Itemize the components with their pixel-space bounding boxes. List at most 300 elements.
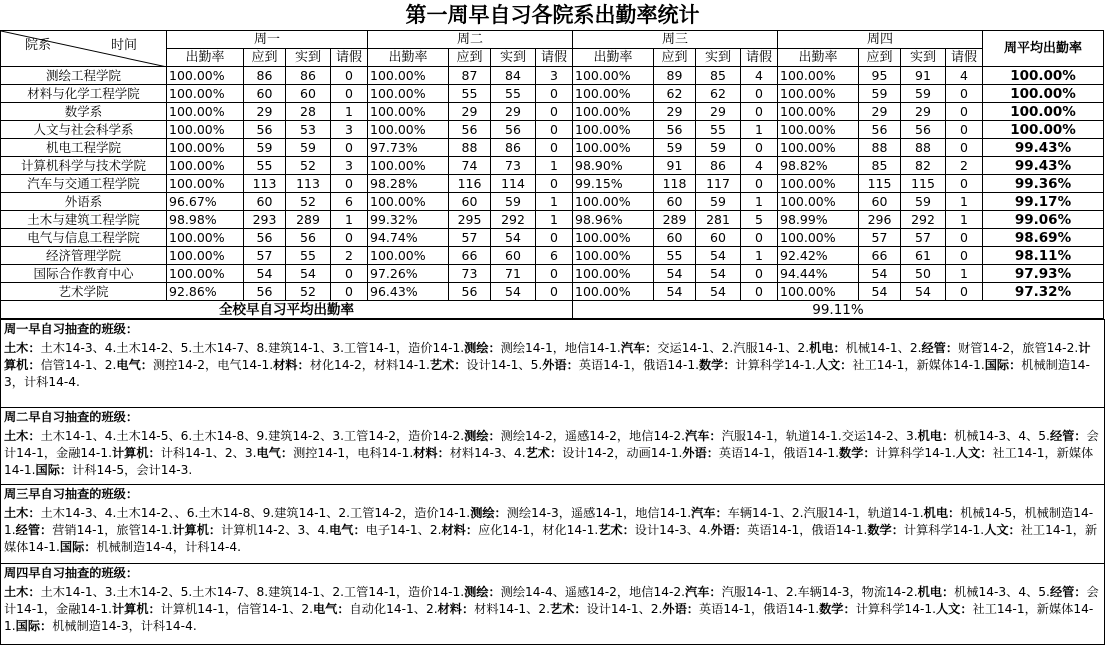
col-header: 出勤率 xyxy=(368,49,449,67)
attendance-rate-cell: 100.00% xyxy=(167,229,244,247)
attendance-rate-cell: 99.32% xyxy=(368,211,449,229)
expected-cell: 57 xyxy=(449,229,491,247)
leave-cell: 0 xyxy=(331,265,368,283)
table-row xyxy=(1,175,1104,193)
dept-tag: 人文： xyxy=(935,602,973,616)
notes-section-body xyxy=(4,338,1101,391)
present-cell: 86 xyxy=(491,139,536,157)
class-list: 设计14-1、5. xyxy=(466,358,543,372)
present-cell: 82 xyxy=(901,157,946,175)
expected-cell: 29 xyxy=(449,103,491,121)
expected-cell: 54 xyxy=(654,265,696,283)
class-list: 测控14-2，电气14-1. xyxy=(152,358,274,372)
leave-cell: 0 xyxy=(536,121,573,139)
attendance-rate-cell: 94.44% xyxy=(778,265,859,283)
leave-cell: 5 xyxy=(741,211,778,229)
leave-cell: 0 xyxy=(536,85,573,103)
leave-cell: 0 xyxy=(741,103,778,121)
present-cell: 55 xyxy=(491,85,536,103)
leave-cell: 0 xyxy=(946,283,983,301)
attendance-rate-cell: 100.00% xyxy=(573,247,654,265)
dept-tag: 数学： xyxy=(867,523,904,537)
expected-cell: 54 xyxy=(859,283,901,301)
notes-section-title: 周一早自习抽查的班级： xyxy=(4,322,139,336)
attendance-rate-cell: 100.00% xyxy=(778,139,859,157)
dept-tag: 测绘： xyxy=(470,506,507,520)
leave-cell: 1 xyxy=(741,193,778,211)
leave-cell: 0 xyxy=(331,283,368,301)
attendance-rate-cell: 100.00% xyxy=(167,265,244,283)
class-list: 土木14-3、4.土木14-2、5.土木14-7、8.建筑14-1、3.工管14-1，造价14-1. xyxy=(40,341,465,355)
dept-tag: 外语： xyxy=(542,358,579,372)
leave-cell: 3 xyxy=(331,121,368,139)
present-cell: 52 xyxy=(286,283,331,301)
class-list: 英语14-1，俄语14-1. xyxy=(698,602,820,616)
table-row xyxy=(1,85,1104,103)
present-cell: 62 xyxy=(696,85,741,103)
attendance-rate-cell: 100.00% xyxy=(368,247,449,265)
attendance-rate-cell: 100.00% xyxy=(778,229,859,247)
weekly-average-cell: 99.36% xyxy=(983,175,1104,193)
col-header: 应到 xyxy=(859,49,901,67)
attendance-rate-cell: 92.86% xyxy=(167,283,244,301)
class-list: 汽服14-1、2.车辆14-3，物流14-2. xyxy=(721,585,918,599)
attendance-rate-cell: 98.90% xyxy=(573,157,654,175)
dept-tag: 电气： xyxy=(256,446,294,460)
class-list: 汽服14-1，轨道14-1.交运14-2、3. xyxy=(721,429,918,443)
notes-section-body xyxy=(4,426,1101,479)
expected-cell: 66 xyxy=(449,247,491,265)
weekly-average-cell: 97.93% xyxy=(983,265,1104,283)
expected-cell: 88 xyxy=(449,139,491,157)
expected-cell: 59 xyxy=(859,85,901,103)
class-list: 应化14-1，材化14-1. xyxy=(478,523,599,537)
leave-cell: 1 xyxy=(946,193,983,211)
class-list: 测绘14-2，遥感14-2，地信14-2. xyxy=(500,429,686,443)
attendance-rate-cell: 96.67% xyxy=(167,193,244,211)
present-cell: 91 xyxy=(901,67,946,85)
leave-cell: 0 xyxy=(946,85,983,103)
leave-cell: 6 xyxy=(536,247,573,265)
dept-tag: 艺术： xyxy=(525,446,563,460)
dept-tag: 土木： xyxy=(4,585,41,599)
leave-cell: 0 xyxy=(331,229,368,247)
expected-cell: 59 xyxy=(244,139,286,157)
attendance-table xyxy=(0,30,1104,319)
expected-cell: 54 xyxy=(654,283,696,301)
expected-cell: 60 xyxy=(859,193,901,211)
class-list: 机械14-1、2. xyxy=(845,341,922,355)
weekly-average-cell: 98.69% xyxy=(983,229,1104,247)
table-row xyxy=(1,283,1104,301)
class-list: 计算机14-2、3、4. xyxy=(221,523,330,537)
col-header: 请假 xyxy=(946,49,983,67)
class-list: 机械14-3、4、5. xyxy=(954,585,1050,599)
leave-cell: 0 xyxy=(536,175,573,193)
table-row xyxy=(1,229,1104,247)
dept-tag: 计算机： xyxy=(172,523,222,537)
dept-tag: 艺术： xyxy=(598,523,635,537)
attendance-rate-cell: 100.00% xyxy=(167,121,244,139)
present-cell: 59 xyxy=(491,193,536,211)
expected-cell: 29 xyxy=(244,103,286,121)
attendance-rate-cell: 100.00% xyxy=(368,121,449,139)
notes-section-body xyxy=(4,503,1101,556)
present-cell: 115 xyxy=(901,175,946,193)
class-list: 社工14-1，新媒体14-1. xyxy=(4,523,1098,554)
dept-tag: 材料： xyxy=(273,358,310,372)
col-header: 出勤率 xyxy=(167,49,244,67)
dept-tag: 外语： xyxy=(662,602,699,616)
present-cell: 29 xyxy=(696,103,741,121)
present-cell: 73 xyxy=(491,157,536,175)
class-list: 机械制造14-3，计科14-4. xyxy=(52,619,197,633)
class-list: 计算科学14-1. xyxy=(735,358,816,372)
expected-cell: 296 xyxy=(859,211,901,229)
notes-section-title: 周二早自习抽查的班级： xyxy=(4,410,139,424)
class-list: 设计14-3、4. xyxy=(634,523,711,537)
present-cell: 55 xyxy=(696,121,741,139)
attendance-rate-cell: 97.26% xyxy=(368,265,449,283)
dept-tag: 汽车： xyxy=(685,429,722,443)
leave-cell: 6 xyxy=(331,193,368,211)
dept-tag: 数学： xyxy=(839,446,876,460)
table-row xyxy=(1,121,1104,139)
leave-cell: 0 xyxy=(741,139,778,157)
present-cell: 59 xyxy=(286,139,331,157)
dept-tag: 数学： xyxy=(819,602,856,616)
dept-name-cell: 土木与建筑工程学院 xyxy=(1,211,167,229)
attendance-rate-cell: 100.00% xyxy=(778,283,859,301)
table-row xyxy=(1,103,1104,121)
attendance-rate-cell: 94.74% xyxy=(368,229,449,247)
present-cell: 54 xyxy=(901,283,946,301)
class-list: 会计14-1，金融14-1. xyxy=(4,429,1099,460)
class-list: 会计14-1，金融14-1. xyxy=(4,585,1099,616)
dept-tag: 国际： xyxy=(59,540,97,554)
expected-cell: 56 xyxy=(654,121,696,139)
dept-tag: 国际： xyxy=(35,463,73,477)
total-label: 全校早自习平均出勤率 xyxy=(1,301,573,319)
attendance-rate-cell: 92.42% xyxy=(778,247,859,265)
leave-cell: 0 xyxy=(331,175,368,193)
expected-cell: 289 xyxy=(654,211,696,229)
dept-name-cell: 数学系 xyxy=(1,103,167,121)
present-cell: 60 xyxy=(491,247,536,265)
class-list: 计科14-1、2、3. xyxy=(160,446,257,460)
attendance-rate-cell: 100.00% xyxy=(167,157,244,175)
present-cell: 52 xyxy=(286,193,331,211)
dept-tag: 电气： xyxy=(312,602,350,616)
weekly-average-cell: 98.11% xyxy=(983,247,1104,265)
table-row xyxy=(1,193,1104,211)
present-cell: 113 xyxy=(286,175,331,193)
expected-cell: 74 xyxy=(449,157,491,175)
expected-cell: 55 xyxy=(654,247,696,265)
present-cell: 29 xyxy=(901,103,946,121)
table-row xyxy=(1,265,1104,283)
attendance-rate-cell: 100.00% xyxy=(778,121,859,139)
dept-name-cell: 电气与信息工程学院 xyxy=(1,229,167,247)
dept-tag: 人文： xyxy=(815,358,853,372)
checked-classes-notes xyxy=(0,319,1105,645)
present-cell: 50 xyxy=(901,265,946,283)
attendance-rate-cell: 100.00% xyxy=(167,103,244,121)
notes-section-title: 周四早自习抽查的班级： xyxy=(4,566,139,580)
dept-tag: 经管： xyxy=(1049,585,1087,599)
dept-tag: 机电： xyxy=(923,506,961,520)
present-cell: 85 xyxy=(696,67,741,85)
present-cell: 59 xyxy=(696,139,741,157)
class-list: 营销14-1，旅管14-1. xyxy=(52,523,173,537)
attendance-rate-cell: 98.82% xyxy=(778,157,859,175)
dept-tag: 测绘： xyxy=(464,341,501,355)
expected-cell: 60 xyxy=(244,193,286,211)
dept-tag: 机电： xyxy=(917,429,955,443)
leave-cell: 4 xyxy=(741,157,778,175)
class-list: 计算科学14-1. xyxy=(855,602,936,616)
expected-cell: 95 xyxy=(859,67,901,85)
present-cell: 56 xyxy=(491,121,536,139)
class-list: 设计14-1、2. xyxy=(586,602,663,616)
leave-cell: 1 xyxy=(331,103,368,121)
dept-tag: 数学： xyxy=(698,358,736,372)
attendance-rate-cell: 100.00% xyxy=(573,121,654,139)
dept-tag: 材料： xyxy=(437,602,475,616)
dept-tag: 材料： xyxy=(413,446,450,460)
expected-cell: 91 xyxy=(654,157,696,175)
present-cell: 59 xyxy=(901,193,946,211)
leave-cell: 0 xyxy=(331,85,368,103)
class-list: 英语14-1，俄语14-1. xyxy=(718,446,840,460)
notes-section xyxy=(1,320,1104,407)
present-cell: 54 xyxy=(491,283,536,301)
expected-cell: 88 xyxy=(859,139,901,157)
attendance-rate-cell: 99.15% xyxy=(573,175,654,193)
attendance-rate-cell: 100.00% xyxy=(573,103,654,121)
present-cell: 292 xyxy=(901,211,946,229)
expected-cell: 86 xyxy=(244,67,286,85)
class-list: 土木14-1、3.土木14-2、5.土木14-7、8.建筑14-1、2.工管14-1，造价14-1. xyxy=(40,585,465,599)
leave-cell: 0 xyxy=(741,265,778,283)
attendance-rate-cell: 100.00% xyxy=(368,193,449,211)
col-header: 出勤率 xyxy=(573,49,654,67)
dept-name-cell: 国际合作教育中心 xyxy=(1,265,167,283)
expected-cell: 60 xyxy=(654,229,696,247)
class-list: 材料14-3、4. xyxy=(449,446,526,460)
dept-tag: 经管： xyxy=(921,341,959,355)
col-header: 请假 xyxy=(331,49,368,67)
table-row xyxy=(1,67,1104,85)
col-header: 实到 xyxy=(491,49,536,67)
attendance-rate-cell: 100.00% xyxy=(167,175,244,193)
dept-tag: 汽车： xyxy=(620,341,658,355)
weekly-average-cell: 99.06% xyxy=(983,211,1104,229)
class-list: 社工14-1，新媒体14-1. xyxy=(852,358,985,372)
notes-section xyxy=(1,407,1104,484)
dept-tag: 艺术： xyxy=(550,602,587,616)
leave-cell: 1 xyxy=(536,193,573,211)
class-list: 自动化14-1、2. xyxy=(349,602,438,616)
present-cell: 114 xyxy=(491,175,536,193)
class-list: 测绘14-3，遥感14-1，地信14-1. xyxy=(506,506,692,520)
expected-cell: 56 xyxy=(244,283,286,301)
dept-name-cell: 汽车与交通工程学院 xyxy=(1,175,167,193)
attendance-rate-cell: 100.00% xyxy=(778,175,859,193)
class-list: 电子14-1、2. xyxy=(365,523,442,537)
class-list: 材料14-1、2. xyxy=(474,602,550,616)
attendance-rate-cell: 100.00% xyxy=(778,85,859,103)
present-cell: 60 xyxy=(696,229,741,247)
weekly-average-cell: 99.43% xyxy=(983,139,1104,157)
attendance-rate-cell: 100.00% xyxy=(778,193,859,211)
class-list: 测绘14-4、遥感14-2，地信14-2. xyxy=(500,585,686,599)
dept-tag: 艺术： xyxy=(429,358,467,372)
col-header: 出勤率 xyxy=(778,49,859,67)
expected-cell: 85 xyxy=(859,157,901,175)
page-title: 第一周早自习各院系出勤率统计 xyxy=(405,2,700,27)
leave-cell: 1 xyxy=(946,265,983,283)
weekly-average-cell: 100.00% xyxy=(983,85,1104,103)
leave-cell: 0 xyxy=(536,103,573,121)
attendance-rate-cell: 100.00% xyxy=(778,67,859,85)
present-cell: 55 xyxy=(286,247,331,265)
class-list: 机械制造14-3，计科14-4. xyxy=(4,358,1090,389)
corner-row-label: 院系 xyxy=(25,38,52,53)
expected-cell: 62 xyxy=(654,85,696,103)
expected-cell: 56 xyxy=(244,229,286,247)
attendance-rate-cell: 100.00% xyxy=(368,157,449,175)
present-cell: 54 xyxy=(286,265,331,283)
notes-section-title: 周三早自习抽查的班级： xyxy=(4,487,139,501)
expected-cell: 56 xyxy=(449,283,491,301)
dept-name-cell: 人文与社会科学系 xyxy=(1,121,167,139)
leave-cell: 0 xyxy=(331,139,368,157)
day-header: 周四 xyxy=(778,31,983,49)
leave-cell: 2 xyxy=(331,247,368,265)
attendance-rate-cell: 98.98% xyxy=(167,211,244,229)
class-list: 英语14-1，俄语14-1. xyxy=(578,358,699,372)
present-cell: 281 xyxy=(696,211,741,229)
expected-cell: 89 xyxy=(654,67,696,85)
class-list: 设计14-2，动画14-1. xyxy=(562,446,683,460)
dept-tag: 测绘： xyxy=(464,585,501,599)
dept-tag: 国际： xyxy=(984,358,1022,372)
leave-cell: 0 xyxy=(741,175,778,193)
expected-cell: 56 xyxy=(859,121,901,139)
attendance-rate-cell: 100.00% xyxy=(167,247,244,265)
leave-cell: 4 xyxy=(946,67,983,85)
leave-cell: 4 xyxy=(741,67,778,85)
expected-cell: 116 xyxy=(449,175,491,193)
leave-cell: 1 xyxy=(946,211,983,229)
class-list: 土木14-1、4.土木14-5、6.土木14-8、9.建筑14-2、3.工管14-2，造价14-2. xyxy=(40,429,465,443)
present-cell: 52 xyxy=(286,157,331,175)
class-list: 计算科学14-1. xyxy=(903,523,985,537)
leave-cell: 3 xyxy=(331,157,368,175)
class-list: 测控14-1，电科14-1. xyxy=(293,446,414,460)
present-cell: 56 xyxy=(901,121,946,139)
col-header: 实到 xyxy=(286,49,331,67)
class-list: 车辆14-1、2.汽服14-1，轨道14-1. xyxy=(727,506,924,520)
expected-cell: 115 xyxy=(859,175,901,193)
attendance-rate-cell: 98.96% xyxy=(573,211,654,229)
class-list: 交运14-1、2.汽服14-1、2. xyxy=(657,341,810,355)
expected-cell: 60 xyxy=(244,85,286,103)
table-row xyxy=(1,247,1104,265)
notes-section-body xyxy=(4,582,1101,635)
attendance-rate-cell: 100.00% xyxy=(368,67,449,85)
dept-tag: 测绘： xyxy=(464,429,501,443)
class-list: 计算机14-1，信管14-1、2. xyxy=(160,602,313,616)
leave-cell: 0 xyxy=(946,247,983,265)
present-cell: 28 xyxy=(286,103,331,121)
col-header: 应到 xyxy=(244,49,286,67)
expected-cell: 57 xyxy=(859,229,901,247)
attendance-rate-cell: 100.00% xyxy=(573,283,654,301)
day-header: 周二 xyxy=(368,31,573,49)
class-list: 测绘14-1，地信14-1. xyxy=(500,341,621,355)
dept-tag: 土木： xyxy=(4,429,41,443)
present-cell: 54 xyxy=(696,265,741,283)
leave-cell: 1 xyxy=(741,121,778,139)
expected-cell: 66 xyxy=(859,247,901,265)
class-list: 财管14-2，旅管14-2. xyxy=(958,341,1079,355)
weekly-average-header: 周平均出勤率 xyxy=(983,31,1104,67)
col-header: 请假 xyxy=(741,49,778,67)
expected-cell: 73 xyxy=(449,265,491,283)
leave-cell: 0 xyxy=(536,229,573,247)
dept-tag: 国际： xyxy=(15,619,53,633)
expected-cell: 56 xyxy=(449,121,491,139)
dept-tag: 电气： xyxy=(116,358,153,372)
corner-header xyxy=(1,31,167,67)
leave-cell: 0 xyxy=(946,121,983,139)
col-header: 应到 xyxy=(654,49,696,67)
weekly-average-cell: 100.00% xyxy=(983,121,1104,139)
attendance-rate-cell: 100.00% xyxy=(778,103,859,121)
attendance-rate-cell: 100.00% xyxy=(573,265,654,283)
attendance-rate-cell: 100.00% xyxy=(573,193,654,211)
dept-tag: 计算机： xyxy=(4,341,1091,372)
dept-name-cell: 材料与化学工程学院 xyxy=(1,85,167,103)
leave-cell: 1 xyxy=(741,247,778,265)
class-list: 机械14-5，机械制造14-1. xyxy=(4,506,1094,537)
attendance-rate-cell: 100.00% xyxy=(167,139,244,157)
notes-section xyxy=(1,563,1104,642)
total-row xyxy=(1,301,1104,319)
present-cell: 61 xyxy=(901,247,946,265)
attendance-rate-cell: 100.00% xyxy=(573,229,654,247)
expected-cell: 59 xyxy=(654,139,696,157)
expected-cell: 60 xyxy=(449,193,491,211)
leave-cell: 2 xyxy=(946,157,983,175)
dept-name-cell: 测绘工程学院 xyxy=(1,67,167,85)
present-cell: 56 xyxy=(286,229,331,247)
table-row xyxy=(1,211,1104,229)
header-row-days xyxy=(1,31,1104,49)
dept-tag: 人文： xyxy=(955,446,993,460)
expected-cell: 55 xyxy=(449,85,491,103)
dept-tag: 汽车： xyxy=(691,506,728,520)
present-cell: 54 xyxy=(696,247,741,265)
leave-cell: 0 xyxy=(536,283,573,301)
corner-col-label: 时间 xyxy=(111,38,138,53)
table-row xyxy=(1,157,1104,175)
leave-cell: 3 xyxy=(536,67,573,85)
leave-cell: 0 xyxy=(741,85,778,103)
class-list: 材化14-2，材料14-1. xyxy=(309,358,430,372)
